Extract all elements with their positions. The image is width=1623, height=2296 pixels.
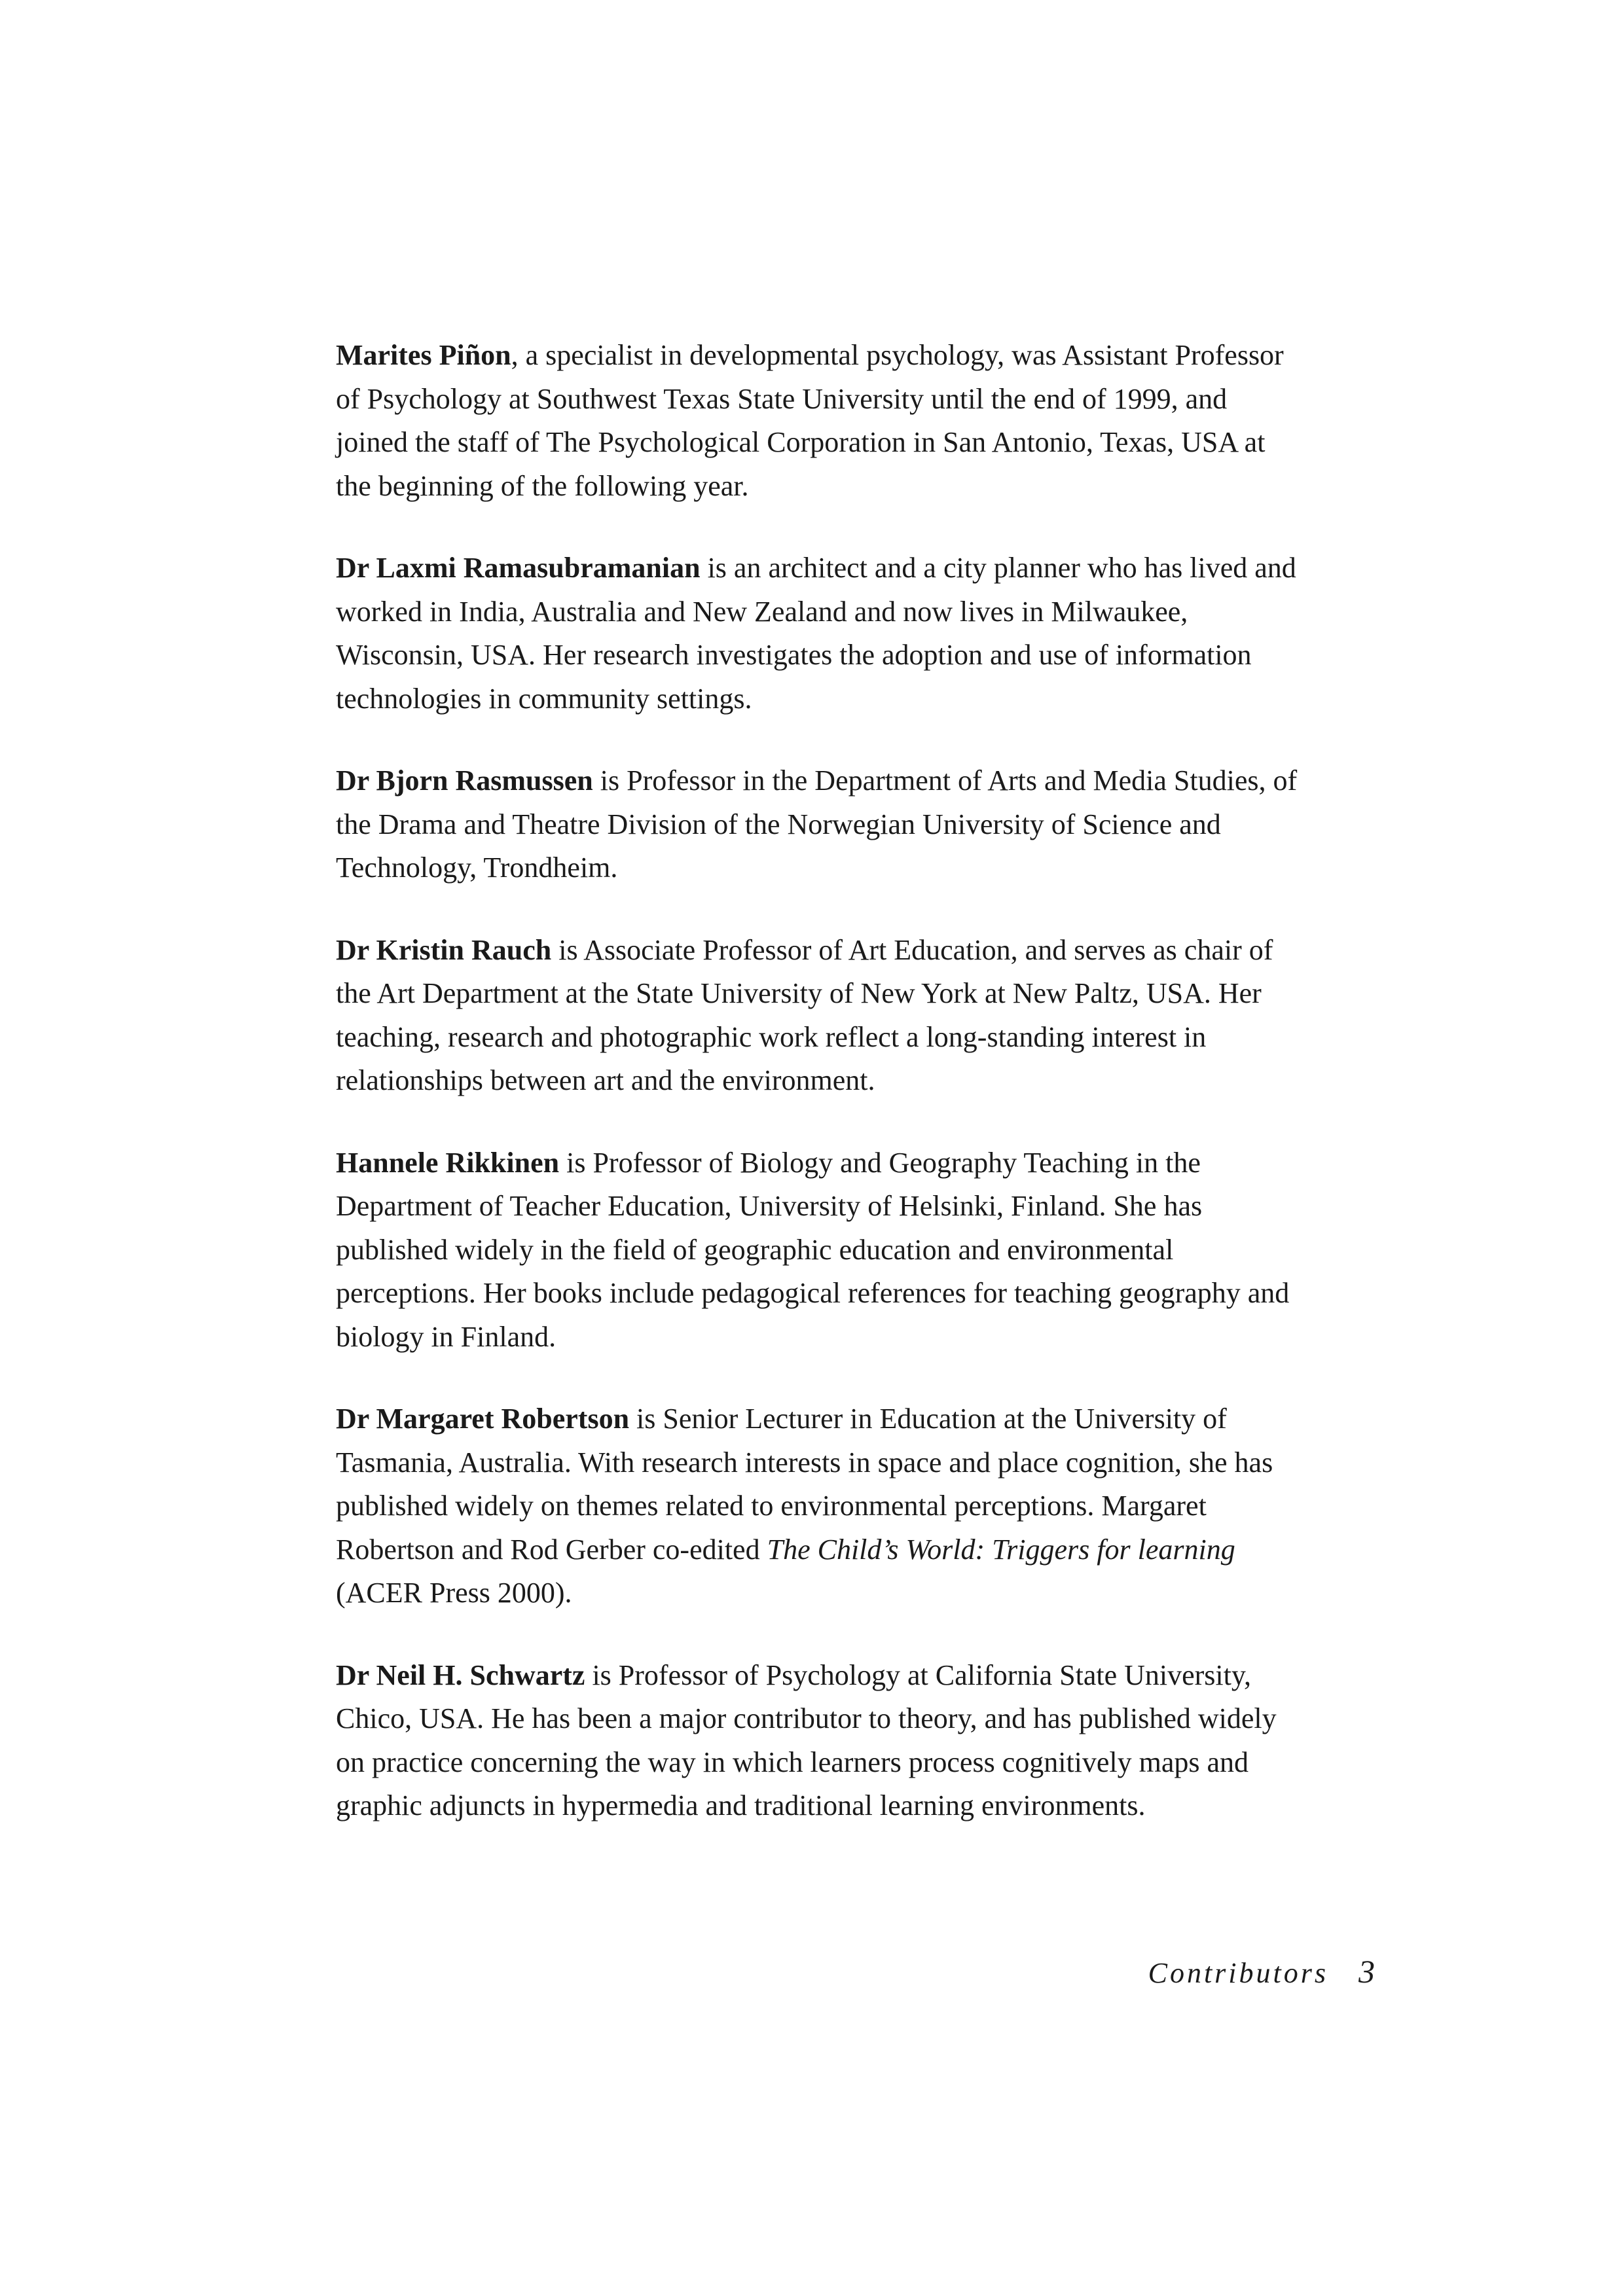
contributor-bio: is Professor of Biology and Geography Teaching in the Department of Teacher Education, University of Helsinki, Finland. She has published widely in the field of geographic education and environmental perceptions. Her books include pedagogical references for teaching geography and biology in Finland. [336, 1146, 1290, 1353]
contributor-entry [336, 929, 1298, 1103]
contributor-name: Marites Piñon [336, 339, 511, 371]
contributor-name: Dr Bjorn Rasmussen [336, 764, 593, 797]
contributor-entry [336, 1397, 1298, 1615]
contributor-entry [336, 1141, 1298, 1359]
contributor-bio: is Associate Professor of Art Education, and serves as chair of the Art Department at the State University of New York at New Paltz, USA. Her teaching, research and photographic work reflect a long-standing interest in relationships between art and the environment. [336, 933, 1273, 1096]
contributor-name: Dr Kristin Rauch [336, 933, 552, 966]
contributor-name: Dr Margaret Robertson [336, 1403, 630, 1435]
book-title: The Child’s World: Triggers for learning [767, 1533, 1235, 1566]
contributor-bio: is Professor in the Department of Arts and Media Studies, of the Drama and Theatre Division of the Norwegian University of Science and Technology, Trondheim. [336, 764, 1298, 884]
contributor-entry [336, 759, 1298, 890]
running-footer-section: Contributors [1148, 1957, 1328, 1989]
page-number: 3 [1359, 1953, 1375, 1990]
contributors-list [336, 334, 1298, 1867]
contributor-bio: is an architect and a city planner who has lived and worked in India, Australia and New Zealand and now lives in Milwaukee, Wisconsin, USA. Her research investigates the adoption and use of information technologies in community settings. [336, 552, 1296, 715]
contributor-bio: is Professor of Psychology at California State University, Chico, USA. He has been a major contributor to theory, and has published widely on practice concerning the way in which learners process cognitively maps and graphic adjuncts in hypermedia and traditional learning environments. [336, 1659, 1277, 1821]
contributor-entry [336, 547, 1298, 721]
contributor-entry [336, 334, 1298, 508]
contributor-name: Dr Neil H. Schwartz [336, 1659, 585, 1691]
contributor-name: Hannele Rikkinen [336, 1146, 560, 1179]
contributor-bio-continued: (ACER Press 2000). [336, 1577, 572, 1609]
contributor-entry [336, 1654, 1298, 1828]
contributor-bio: is Senior Lecturer in Education at the University of Tasmania, Australia. With research interests in space and place cognition, she has published widely on themes related to environmental perceptions. Margaret Robertson and Rod Gerber co-edited [336, 1403, 1273, 1566]
contributor-bio: , a specialist in developmental psychology, was Assistant Professor of Psychology at Southwest Texas State University until the end of 1999, and joined the staff of The Psychological Corporation in San Antonio, Texas, USA at the beginning of the following year. [336, 339, 1284, 502]
page-footer [982, 1952, 1375, 1993]
contributor-name: Dr Laxmi Ramasubramanian [336, 552, 701, 584]
